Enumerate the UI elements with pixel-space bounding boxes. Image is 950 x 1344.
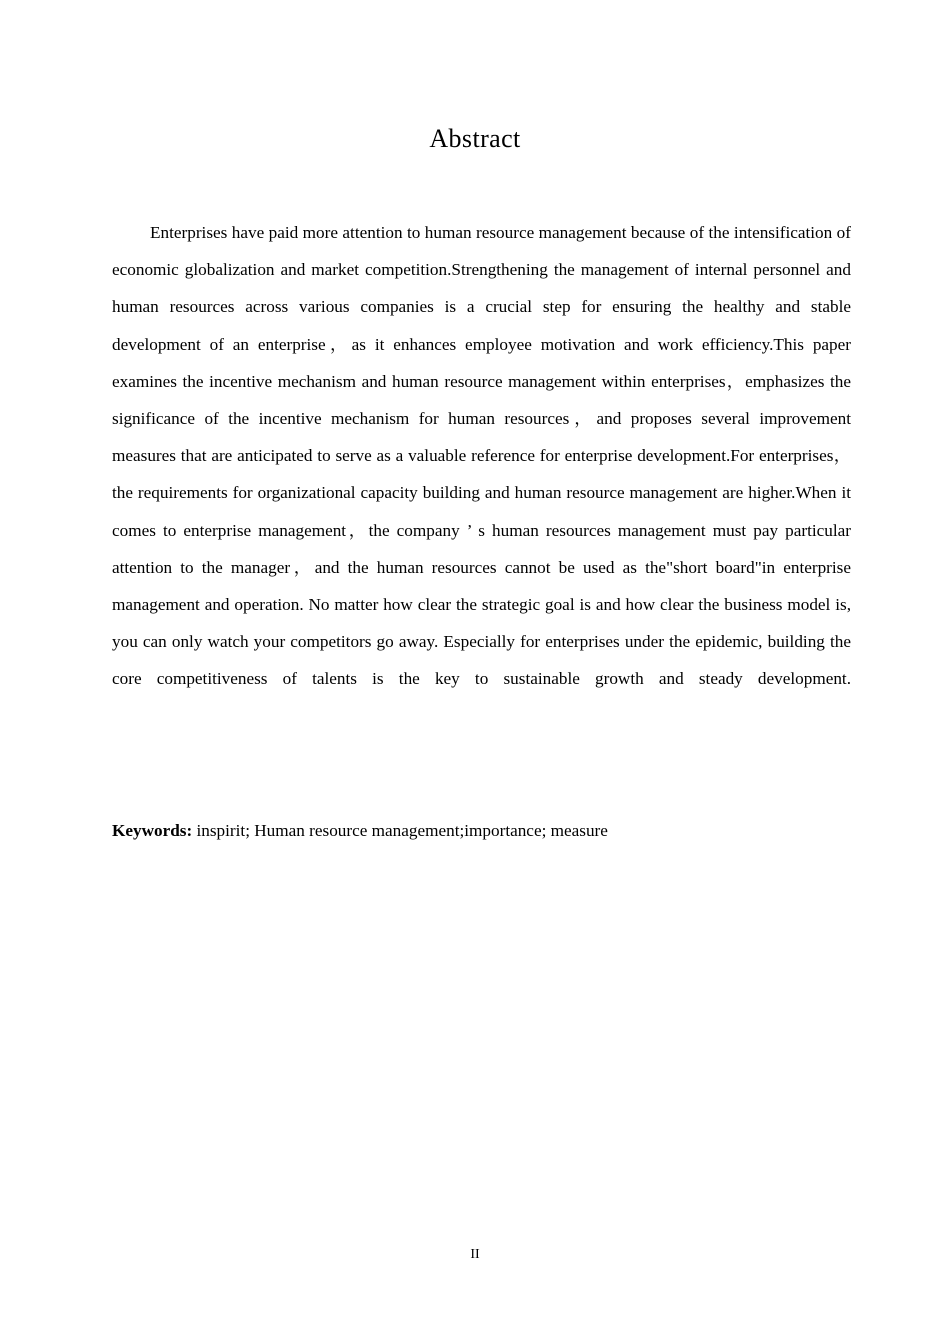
keywords-line (112, 816, 851, 846)
keywords-label: Keywords: (112, 821, 193, 840)
page-title: Abstract (429, 124, 521, 153)
abstract-paragraph: Enterprises have paid more attention to human resource management because of the intensification of economic globalization and market competition.Strengthening the management of internal personnel and human resources across various companies is a crucial step for ensuring the healthy and stable development of an enterprise，as it enhances employee motivation and work efficiency.This paper examines the incentive mechanism and human resource management within enterprises，emphasizes the significance of the incentive mechanism for human resources，and proposes several improvement measures that are anticipated to serve as a valuable reference for enterprise development.For enterprises，the requirements for organizational capacity building and human resource management are higher.When it comes to enterprise management，the company ’ s human resources management must pay particular attention to the manager，and the human resources cannot be used as the"short board"in enterprise management and operation. No matter how clear the strategic goal is and how clear the business model is, you can only watch your competitors go away. Especially for enterprises under the epidemic, building the core competitiveness of talents is the key to sustainable growth and steady development. (112, 223, 851, 689)
keywords-value: inspirit; Human resource management;importance; measure (192, 821, 608, 840)
page-number-footer: II (470, 1247, 480, 1262)
abstract-body (112, 214, 851, 735)
